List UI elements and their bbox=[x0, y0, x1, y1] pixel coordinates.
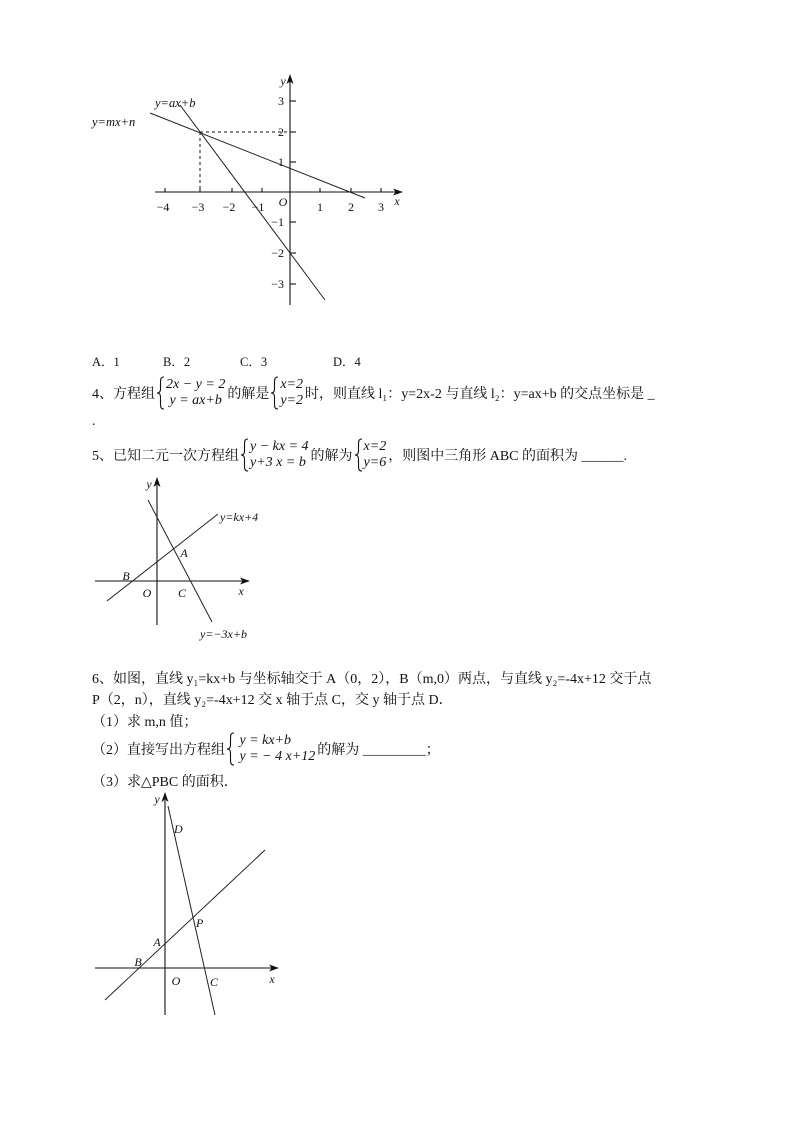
q5-mid: 的解为 bbox=[310, 449, 353, 464]
option-c: C．3 bbox=[240, 355, 268, 369]
q3-options bbox=[92, 352, 361, 370]
q4-solution-system bbox=[270, 376, 303, 410]
x-tick-label: −4 bbox=[156, 200, 170, 214]
equation-row: y − kx = 4 bbox=[250, 439, 309, 454]
line-neg3x-plus-b-label: y=−3x+b bbox=[200, 627, 247, 641]
x-tick-label: 1 bbox=[317, 200, 323, 214]
line-mx-n-label: y=mx+n bbox=[92, 115, 136, 129]
q6-part-2-suffix: 的解为 _________； bbox=[317, 743, 440, 758]
line-y1 bbox=[105, 850, 265, 1000]
q5-equation-system bbox=[240, 438, 309, 472]
y-axis-label: y bbox=[280, 74, 286, 88]
point-c-label: C bbox=[209, 975, 219, 989]
point-a-label: A bbox=[153, 935, 161, 949]
figure-3-graph bbox=[90, 788, 290, 1020]
solution-row: y=6 bbox=[363, 455, 387, 470]
x-tick-label: −2 bbox=[222, 200, 236, 214]
point-c-label: C bbox=[177, 586, 187, 600]
q6-equation-system bbox=[226, 732, 315, 766]
left-brace bbox=[240, 438, 249, 472]
q6-part-2-prefix: （2）直接写出方程组 bbox=[92, 743, 225, 758]
x-tick-label: 2 bbox=[348, 200, 354, 214]
equation-row: 2x − y = 2 bbox=[166, 377, 226, 392]
origin-label: O bbox=[142, 586, 152, 600]
equation-row: y = kx+b bbox=[236, 733, 292, 748]
y-axis-label: y bbox=[146, 477, 152, 491]
y-tick-label: 3 bbox=[278, 94, 284, 108]
option-d: D．4 bbox=[333, 355, 361, 369]
x-axis-label: x bbox=[269, 972, 275, 986]
x-axis-label: x bbox=[238, 584, 244, 598]
equation-row: y = ax+b bbox=[166, 393, 222, 408]
q6-statement-2: P（2，n），直线 y₂=-4x+12 交 x 轴于点 C，交 y 轴于点 D． bbox=[92, 693, 453, 708]
q6-part-1-text: （1）求 m,n 值； bbox=[92, 715, 198, 730]
q4-equation-system bbox=[156, 376, 225, 410]
figure-1-graph bbox=[85, 70, 415, 315]
q6-part-3-text: （3）求△PBC 的面积． bbox=[92, 775, 238, 790]
y-axis-label: y bbox=[154, 792, 160, 806]
point-d-label: D bbox=[174, 822, 183, 836]
q4-suffix: 时，则直线 l₁：y=2x-2 与直线 l₂：y=ax+b 的交点坐标是 _ bbox=[305, 387, 655, 402]
y-tick-label: −3 bbox=[271, 277, 284, 291]
equation-row: y+3 x = b bbox=[250, 455, 306, 470]
x-tick-label: −3 bbox=[191, 200, 205, 214]
y-tick-label: 1 bbox=[278, 155, 284, 169]
q5-suffix: ，则图中三角形 ABC 的面积为 ______. bbox=[388, 449, 628, 464]
line-mx-n bbox=[150, 113, 365, 198]
left-brace bbox=[354, 438, 363, 472]
figure-2-graph bbox=[90, 470, 290, 645]
solution-row: y=2 bbox=[280, 393, 303, 408]
origin-label: O bbox=[278, 195, 288, 209]
q5-solution-system bbox=[354, 438, 387, 472]
y-tick-label: −1 bbox=[271, 215, 284, 229]
point-a-label: A bbox=[180, 546, 188, 560]
q6-part-1 bbox=[92, 711, 197, 731]
x-tick-label: −1 bbox=[251, 200, 265, 214]
option-a: A．1 bbox=[92, 355, 120, 369]
question-4 bbox=[92, 376, 655, 410]
left-brace bbox=[226, 732, 235, 766]
left-brace bbox=[270, 376, 279, 410]
line-ax-b-label: y=ax+b bbox=[155, 96, 196, 110]
solution-row: x=2 bbox=[363, 439, 387, 454]
equation-row: y = − 4 x+12 bbox=[236, 749, 316, 764]
q4-continuation-text: . bbox=[92, 414, 96, 429]
left-brace bbox=[156, 376, 165, 410]
q6-part-2 bbox=[92, 732, 440, 766]
point-b-label: B bbox=[134, 955, 142, 969]
point-b-label: B bbox=[122, 569, 130, 583]
y-tick-label: −2 bbox=[271, 246, 284, 260]
y-tick-label: 2 bbox=[278, 125, 284, 139]
point-p-label: P bbox=[196, 916, 204, 930]
q6-line-2 bbox=[92, 689, 453, 709]
x-axis-label: x bbox=[394, 194, 400, 208]
line-kx-plus-4-label: y=kx+4 bbox=[220, 510, 259, 524]
q4-continuation bbox=[92, 414, 96, 430]
option-b: B．2 bbox=[163, 355, 191, 369]
solution-row: x=2 bbox=[280, 377, 303, 392]
q5-prefix: 5、已知二元一次方程组 bbox=[92, 449, 239, 464]
q6-line-1 bbox=[92, 668, 651, 688]
q6-statement-1: 6、如图，直线 y₁=kx+b 与坐标轴交于 A（0，2），B（m,0）两点，与直线 y₂=-4x+12 交于点 bbox=[92, 672, 652, 687]
origin-label: O bbox=[171, 974, 181, 988]
q4-prefix: 4、方程组 bbox=[92, 387, 155, 402]
question-5 bbox=[92, 438, 627, 472]
q4-mid: 的解是 bbox=[227, 387, 270, 402]
x-tick-label: 3 bbox=[378, 200, 384, 214]
